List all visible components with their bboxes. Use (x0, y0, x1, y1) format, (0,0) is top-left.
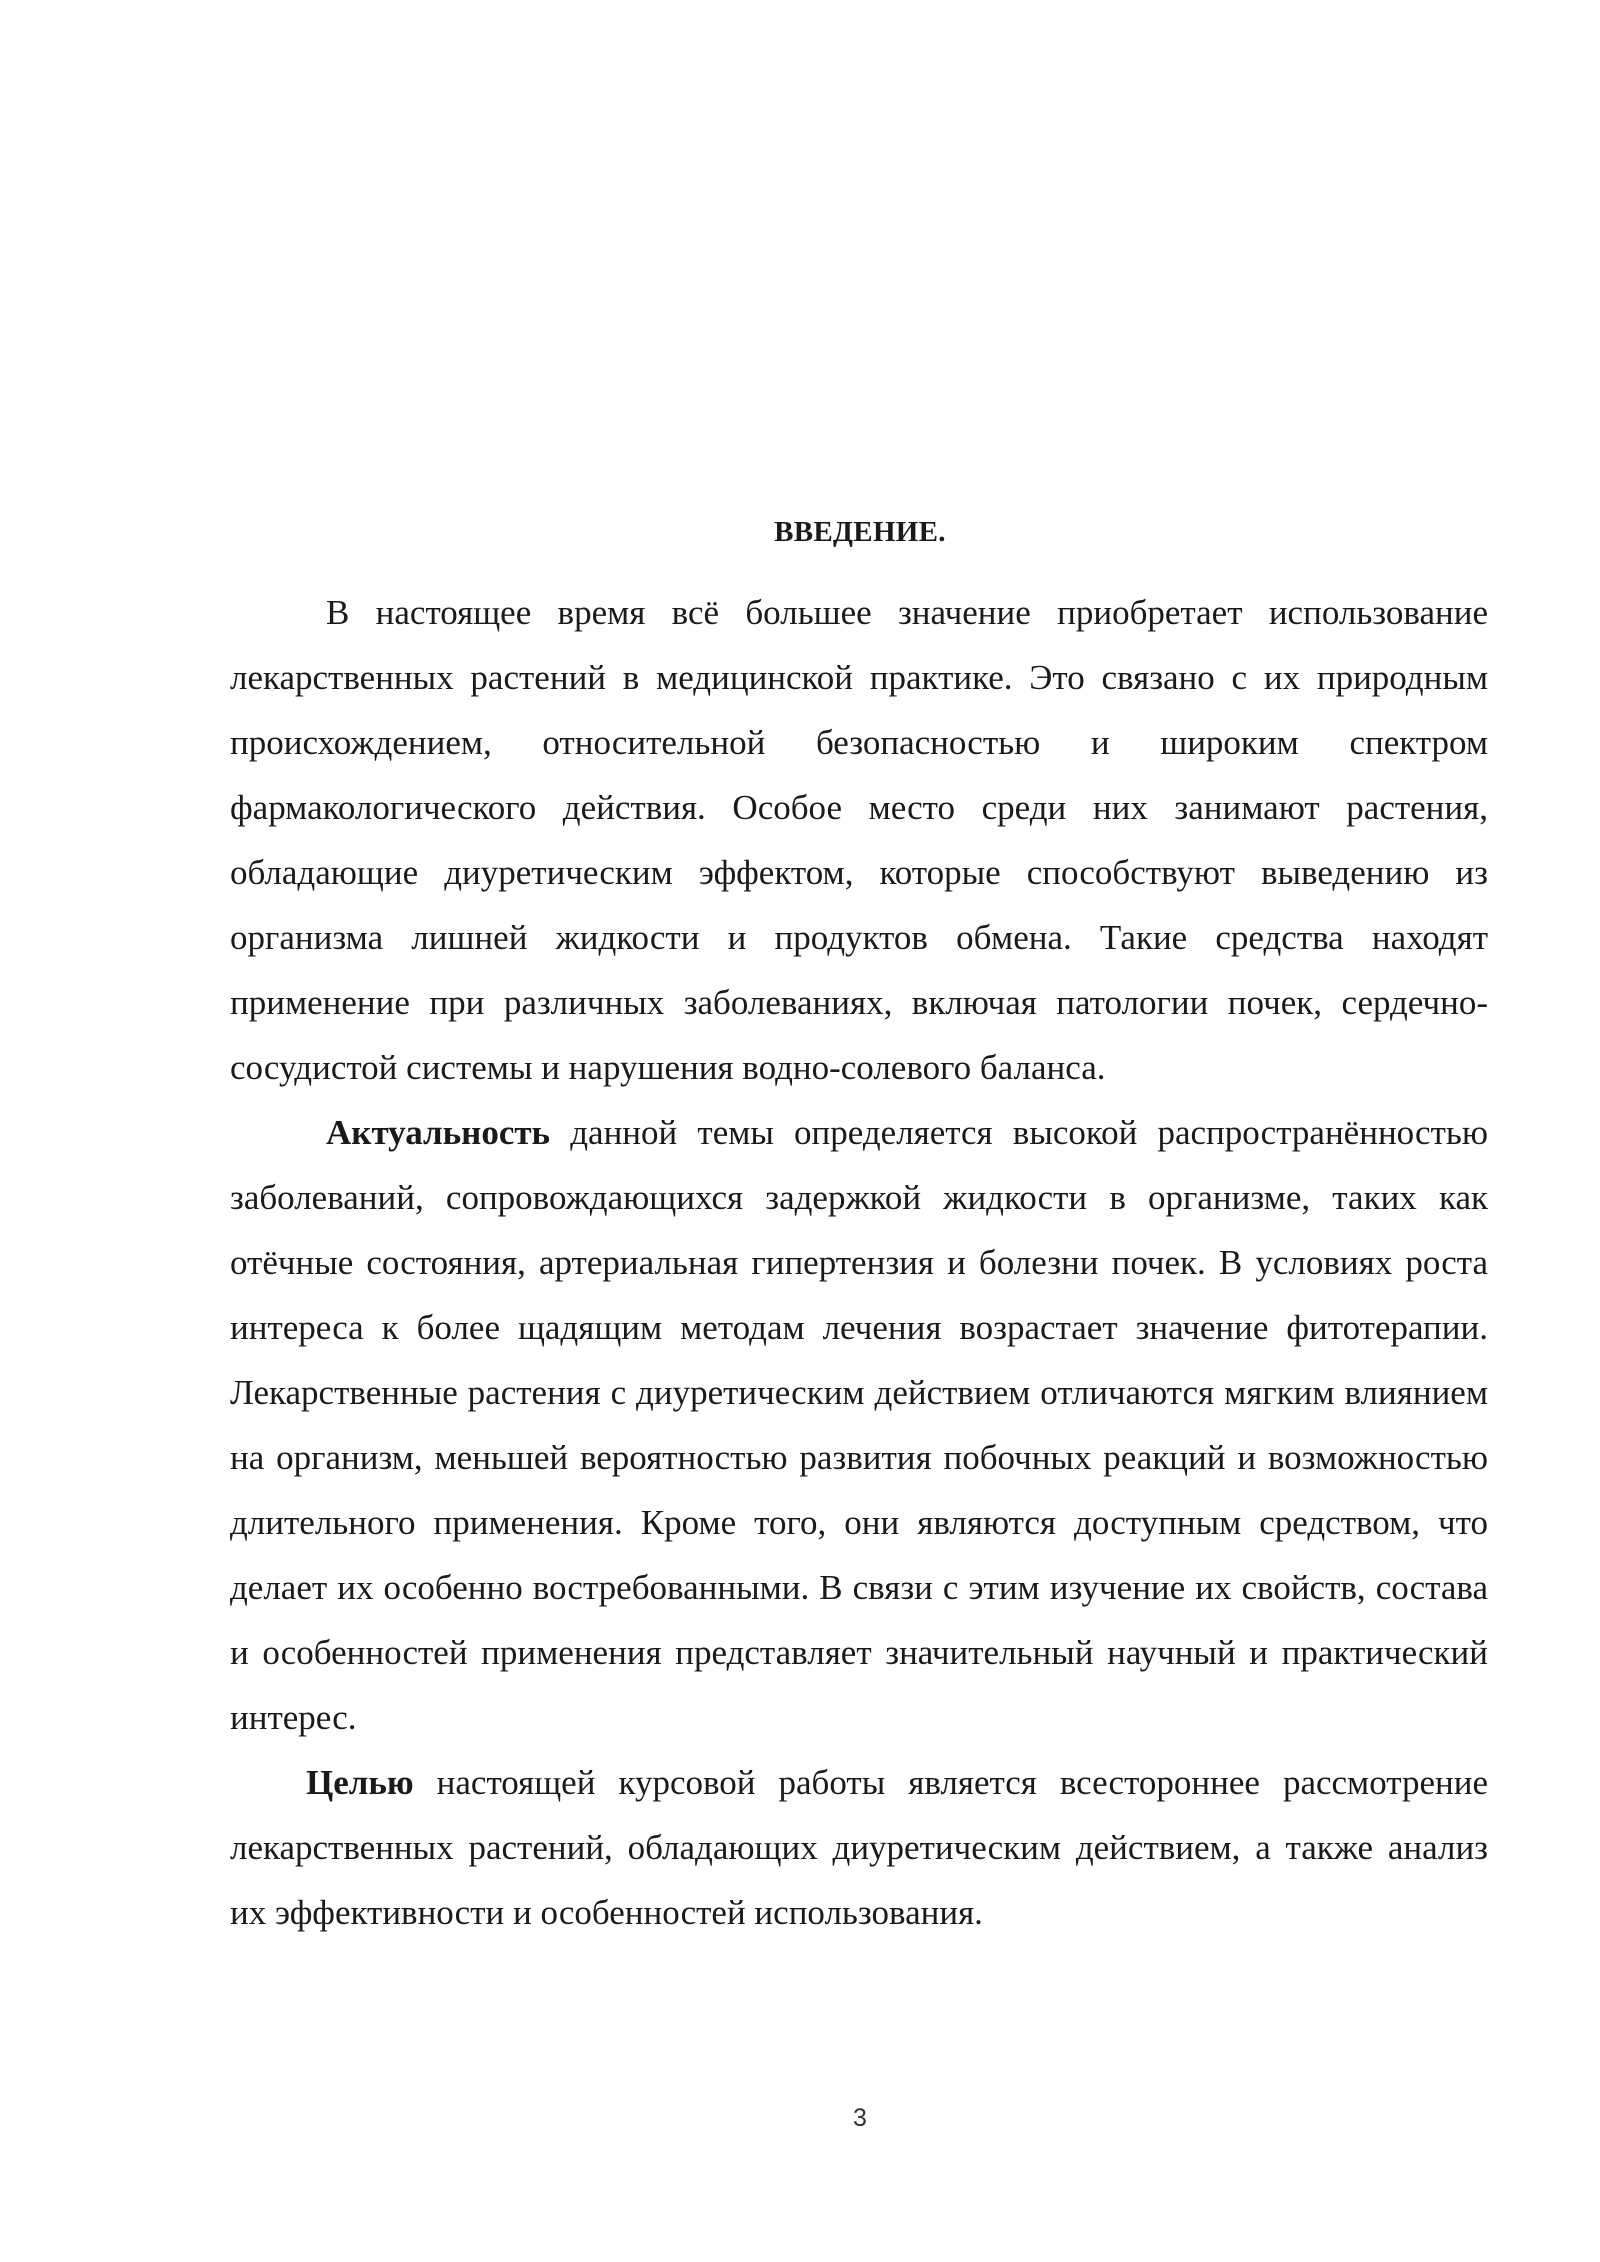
relevance-text: данной темы определяется высокой распространённостью заболеваний, сопровождающихся задержкой жидкости в организме, таких как отёчные состояния, артериальная гипертензия и болезни почек. В условиях роста интереса к более щадящим методам лечения возрастает значение фитотерапии. Лекарственные растения с диуретическим действием отличаются мягким влиянием на организм, меньшей вероятностью развития побочных реакций и возможностью длительного применения. Кроме того, они являются доступным средством, что делает их особенно востребованными. В связи с этим изучение их свойств, состава и особенностей применения представляет значительный научный и практический интерес. (230, 1113, 1488, 1737)
section-title: ВВЕДЕНИЕ. (774, 516, 946, 548)
goal-text: настоящей курсовой работы является всестороннее рассмотрение лекарственных растений, обладающих диуретическим действием, а также анализ их эффективности и особенностей использования. (230, 1763, 1488, 1932)
relevance-paragraph (230, 1100, 1488, 1750)
intro-paragraph: В настоящее время всё большее значение приобретает использование лекарственных растений в медицинской практике. Это связано с их природным происхождением, относительной безопасностью и широким спектром фармакологического действия. Особое место среди них занимают растения, обладающие диуретическим эффектом, которые способствуют выведению из организма лишней жидкости и продуктов обмена. Такие средства находят применение при различных заболеваниях, включая патологии почек, сердечно-сосудистой системы и нарушения водно-солевого баланса. (230, 593, 1488, 1087)
page-number: 3 (853, 2104, 867, 2132)
relevance-lead: Актуальность (326, 1113, 551, 1152)
goal-paragraph (230, 1750, 1488, 1945)
document-body (230, 580, 1488, 1945)
goal-lead: Целью (306, 1763, 414, 1802)
